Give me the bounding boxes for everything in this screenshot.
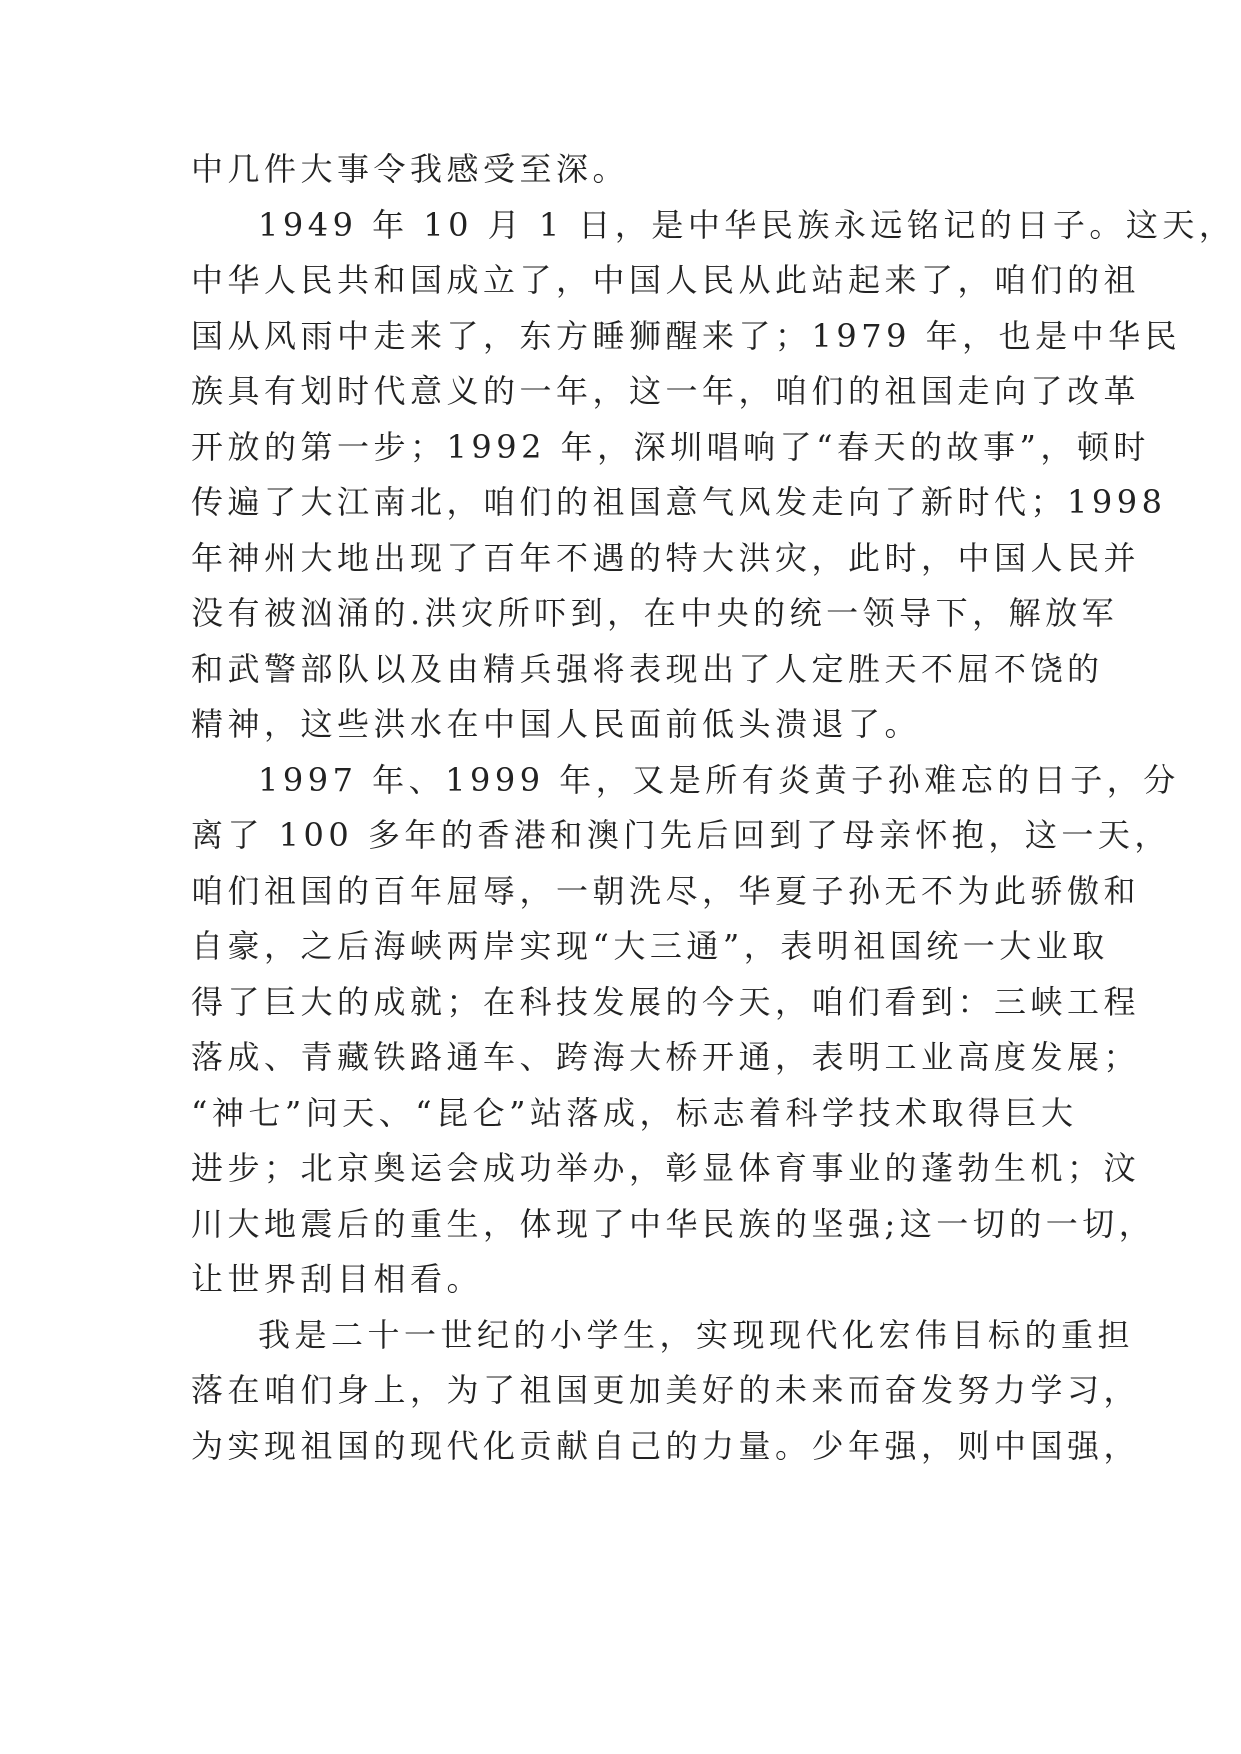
text-line: 落成、青藏铁路通车、跨海大桥开通，表明工业高度发展； bbox=[191, 1038, 1141, 1076]
text-line: 得了巨大的成就；在科技发展的今天，咱们看到：三峡工程 bbox=[191, 982, 1141, 1021]
text-line: 让世界刮目相看。 bbox=[191, 1260, 484, 1298]
text-line: 咱们祖国的百年屈辱，一朝洗尽，华夏子孙无不为此骄傲和 bbox=[191, 871, 1141, 910]
text-line: 族具有划时代意义的一年，这一年，咱们的祖国走向了改革 bbox=[191, 372, 1141, 410]
paragraph-first-line: 1997 年、1999 年，又是所有炎黄子孙难忘的日子，分 bbox=[258, 760, 1180, 799]
text-line: 精神，这些洪水在中国人民面前低头溃退了。 bbox=[191, 705, 922, 743]
text-line: 自豪，之后海峡两岸实现“大三通”，表明祖国统一大业取 bbox=[191, 927, 1109, 965]
text-line: 没有被汹涌的.洪灾所吓到，在中央的统一领导下，解放军 bbox=[191, 594, 1119, 632]
text-line: 落在咱们身上，为了祖国更加美好的未来而奋发努力学习， bbox=[191, 1371, 1141, 1409]
paragraph-first-line: 1949 年 10 月 1 日，是中华民族永远铭记的日子。这天， bbox=[258, 205, 1236, 244]
text-line: 开放的第一步；1992 年，深圳唱响了“春天的故事”，顿时 bbox=[191, 427, 1150, 466]
text-line: 为实现祖国的现代化贡献自己的力量。少年强，则中国强， bbox=[191, 1426, 1141, 1465]
paragraph-first-line: 我是二十一世纪的小学生，实现现代化宏伟目标的重担 bbox=[258, 1315, 1135, 1354]
text-line: 川大地震后的重生，体现了中华民族的坚强;这一切的一切， bbox=[191, 1204, 1156, 1243]
text-line: 离了 100 多年的香港和澳门先后回到了母亲怀抱，这一天， bbox=[191, 816, 1171, 854]
text-line: 和武警部队以及由精兵强将表现出了人定胜天不屈不饶的 bbox=[191, 649, 1104, 688]
text-line: 中几件大事令我感受至深。 bbox=[191, 150, 630, 188]
text-line: 进步；北京奥运会成功举办，彰显体育事业的蓬勃生机；汶 bbox=[191, 1149, 1141, 1187]
body-text bbox=[191, 142, 1236, 1474]
text-line: “神七”问天、“昆仑”站落成，标志着科学技术取得巨大 bbox=[191, 1093, 1078, 1132]
text-line: 中华人民共和国成立了，中国人民从此站起来了，咱们的祖 bbox=[191, 261, 1141, 299]
text-line: 传遍了大江南北，咱们的祖国意气风发走向了新时代；1998 bbox=[191, 483, 1167, 521]
text-line: 国从风雨中走来了，东方睡狮醒来了；1979 年，也是中华民 bbox=[191, 316, 1182, 355]
text-line: 年神州大地出现了百年不遇的特大洪灾，此时，中国人民并 bbox=[191, 538, 1141, 577]
